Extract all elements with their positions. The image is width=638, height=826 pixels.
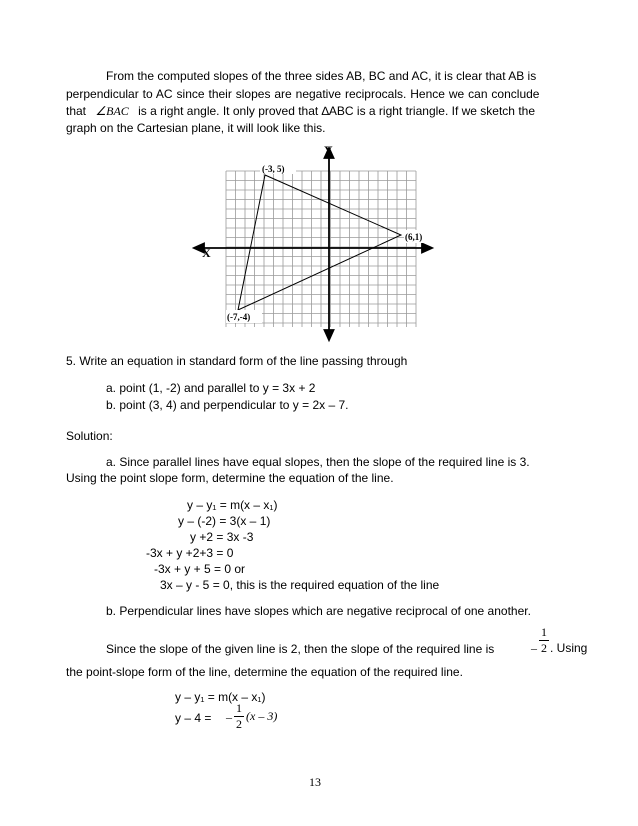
angle-bac: ∠BAC bbox=[95, 104, 129, 118]
y-axis-label: Y bbox=[324, 143, 333, 157]
equation-b-2-left: y – 4 = bbox=[175, 711, 212, 725]
eq-b2-minus-sign: – bbox=[226, 710, 232, 724]
intro-right-angle-text: is a right angle. It only proved that ∆ABC is a right triangle. If we sketch the bbox=[138, 104, 535, 118]
intro-line-1: From the computed slopes of the three sides AB, BC and AC, it is clear that AB is bbox=[106, 69, 537, 83]
grid bbox=[226, 171, 416, 327]
slope-fraction bbox=[539, 626, 549, 655]
page-number: 13 bbox=[309, 775, 321, 789]
x-axis-right-arrow bbox=[422, 244, 432, 253]
intro-line-3 bbox=[66, 103, 535, 119]
solution-b-line-1: b. Perpendicular lines have slopes which are negative reciprocal of one another. bbox=[106, 604, 531, 618]
equation-a-4: -3x + y +2+3 = 0 bbox=[146, 546, 234, 560]
problem-part-a: a. point (1, -2) and parallel to y = 3x + 2 bbox=[106, 381, 316, 395]
solution-b-line-2: Since the slope of the given line is 2, then the slope of the required line is bbox=[106, 642, 495, 656]
equation-b-1: y – y₁ = m(x – x₁) bbox=[175, 690, 266, 704]
intro-that: that bbox=[66, 104, 87, 118]
intro-line-4: graph on the Cartesian plane, it will look like this. bbox=[66, 121, 326, 135]
slope-numerator: 1 bbox=[541, 625, 547, 639]
equation-a-5: -3x + y + 5 = 0 or bbox=[154, 562, 246, 576]
equation-a-2: y – (-2) = 3(x – 1) bbox=[178, 514, 271, 528]
intro-line-2: perpendicular to AC since their slopes are negative reciprocals. Hence we can conclude bbox=[66, 87, 540, 101]
solution-a-line-1: a. Since parallel lines have equal slopes, then the slope of the required line is 3. bbox=[106, 455, 530, 469]
cartesian-graph bbox=[190, 140, 450, 345]
equation-a-3: y +2 = 3x -3 bbox=[190, 530, 254, 544]
point-label-c: (-7,-4) bbox=[227, 312, 251, 322]
solution-a-line-2: Using the point slope form, determine the equation of the line. bbox=[66, 471, 394, 485]
eq-b2-right: (x – 3) bbox=[246, 709, 278, 723]
triangle-outline bbox=[238, 175, 401, 310]
problem-statement: 5. Write an equation in standard form of the line passing through bbox=[66, 354, 408, 368]
point-label-b: (6,1) bbox=[405, 232, 423, 242]
eq-b2-numerator: 1 bbox=[236, 701, 242, 715]
triangle-abc bbox=[238, 175, 401, 310]
eq-b2-fraction bbox=[234, 702, 244, 731]
eq-b2-denominator: 2 bbox=[236, 717, 242, 731]
x-axis-label: X bbox=[202, 246, 211, 260]
equation-a-1: y – y₁ = m(x – x₁) bbox=[187, 498, 278, 512]
solution-b-line-3: the point-slope form of the line, determine the equation of the required line. bbox=[66, 665, 463, 679]
slope-minus-sign: – bbox=[531, 641, 537, 655]
equation-a-6: 3x – y - 5 = 0, this is the required equation of the line bbox=[160, 578, 440, 592]
problem-part-b: b. point (3, 4) and perpendicular to y = 2x – 7. bbox=[106, 398, 349, 412]
slope-denominator: 2 bbox=[541, 641, 547, 655]
solution-heading: Solution: bbox=[66, 429, 113, 443]
point-label-a: (-3, 5) bbox=[262, 164, 285, 174]
y-axis-bottom-arrow bbox=[325, 330, 334, 340]
using-text: . Using bbox=[550, 641, 588, 655]
